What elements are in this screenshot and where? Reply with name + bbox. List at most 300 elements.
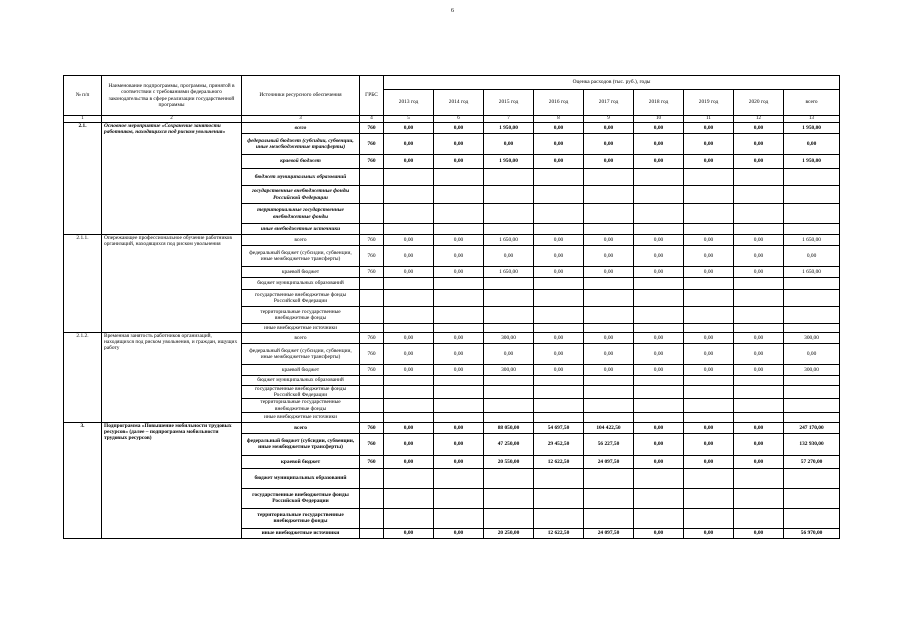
- item-number: 2.1.1.: [64, 235, 102, 333]
- funding-source: краевой бюджет: [242, 365, 360, 376]
- amount-cell: [484, 376, 534, 386]
- amount-cell: 0,00: [584, 365, 634, 376]
- amount-cell: [434, 399, 484, 412]
- amount-cell: 0,00: [384, 246, 434, 267]
- amount-cell: [634, 307, 684, 324]
- amount-cell: [534, 186, 584, 204]
- amount-cell: 0,00: [634, 333, 684, 344]
- amount-cell: 0,00: [684, 528, 734, 538]
- amount-cell: [584, 290, 634, 307]
- amount-cell: [784, 169, 840, 186]
- amount-cell: 0,00: [434, 333, 484, 344]
- amount-cell: [384, 290, 434, 307]
- amount-cell: 12 622,50: [534, 528, 584, 538]
- amount-cell: [634, 468, 684, 488]
- amount-cell: 300,00: [784, 365, 840, 376]
- amount-cell: 0,00: [534, 365, 584, 376]
- amount-cell: [584, 412, 634, 422]
- amount-cell: 0,00: [534, 235, 584, 246]
- amount-cell: 54 697,50: [534, 422, 584, 433]
- amount-cell: 0,00: [684, 422, 734, 433]
- amount-cell: 0,00: [434, 344, 484, 365]
- amount-cell: [534, 508, 584, 528]
- amount-cell: [784, 376, 840, 386]
- amount-cell: [584, 204, 634, 224]
- funding-source: федеральный бюджет (субсидии, субвенции, иные межбюджетные трансферты): [242, 246, 360, 267]
- column-number: 9: [584, 116, 634, 123]
- column-number: 12: [734, 116, 784, 123]
- grbs-code: [360, 324, 384, 333]
- funding-source: территориальные государственные внебюджетные фонды: [242, 307, 360, 324]
- amount-cell: [784, 290, 840, 307]
- amount-cell: 0,00: [784, 134, 840, 155]
- amount-cell: 0,00: [434, 246, 484, 267]
- amount-cell: 0,00: [634, 365, 684, 376]
- grbs-code: 760: [360, 333, 384, 344]
- amount-cell: [634, 376, 684, 386]
- grbs-code: [360, 169, 384, 186]
- amount-cell: 0,00: [684, 433, 734, 455]
- amount-cell: 0,00: [534, 267, 584, 278]
- amount-cell: [634, 278, 684, 290]
- header-year: 2015 год: [484, 90, 534, 116]
- amount-cell: 300,00: [484, 365, 534, 376]
- amount-cell: [484, 169, 534, 186]
- amount-cell: 47 250,00: [484, 433, 534, 455]
- amount-cell: [734, 468, 784, 488]
- grbs-code: [360, 290, 384, 307]
- header-year: 2013 год: [384, 90, 434, 116]
- amount-cell: 0,00: [684, 123, 734, 134]
- amount-cell: 0,00: [534, 134, 584, 155]
- grbs-code: 760: [360, 134, 384, 155]
- header-year: 2016 год: [534, 90, 584, 116]
- amount-cell: [434, 488, 484, 508]
- grbs-code: [360, 307, 384, 324]
- amount-cell: 0,00: [584, 134, 634, 155]
- amount-cell: [584, 186, 634, 204]
- amount-cell: [684, 278, 734, 290]
- amount-cell: 0,00: [784, 344, 840, 365]
- amount-cell: 0,00: [384, 344, 434, 365]
- amount-cell: [384, 307, 434, 324]
- amount-cell: [634, 204, 684, 224]
- amount-cell: 0,00: [734, 422, 784, 433]
- amount-cell: [634, 224, 684, 235]
- amount-cell: 300,00: [484, 333, 534, 344]
- amount-cell: 20 550,00: [484, 455, 534, 468]
- amount-cell: [784, 386, 840, 399]
- funding-source: иные внебюджетные источники: [242, 224, 360, 235]
- amount-cell: 0,00: [584, 333, 634, 344]
- amount-cell: 0,00: [584, 235, 634, 246]
- funding-source: бюджет муниципальных образований: [242, 169, 360, 186]
- amount-cell: [484, 468, 534, 488]
- amount-cell: [534, 278, 584, 290]
- grbs-code: 760: [360, 344, 384, 365]
- amount-cell: [684, 204, 734, 224]
- funding-source: бюджет муниципальных образований: [242, 376, 360, 386]
- amount-cell: [534, 488, 584, 508]
- amount-cell: 20 250,00: [484, 528, 534, 538]
- amount-cell: 56 227,50: [584, 433, 634, 455]
- amount-cell: [584, 488, 634, 508]
- amount-cell: [634, 169, 684, 186]
- amount-cell: 88 050,00: [484, 422, 534, 433]
- amount-cell: [784, 278, 840, 290]
- amount-cell: [534, 324, 584, 333]
- amount-cell: [484, 386, 534, 399]
- amount-cell: 56 970,00: [784, 528, 840, 538]
- column-number: 13: [784, 116, 840, 123]
- amount-cell: [684, 307, 734, 324]
- column-number: 11: [684, 116, 734, 123]
- funding-source: краевой бюджет: [242, 155, 360, 169]
- amount-cell: [684, 412, 734, 422]
- column-number: 1: [64, 116, 102, 123]
- amount-cell: 0,00: [534, 155, 584, 169]
- page-number: 6: [451, 8, 454, 14]
- item-name: Временная занятость работников организаций, находящихся под риском увольнения, и граждан, ищущих работу: [102, 333, 242, 423]
- item-name: Подпрограмма «Повышение мобильности трудовых ресурсов» (далее – подпрограмма мобильности трудовых ресурсов): [102, 422, 242, 538]
- amount-cell: [584, 386, 634, 399]
- amount-cell: [784, 324, 840, 333]
- amount-cell: 1 950,00: [784, 123, 840, 134]
- amount-cell: [534, 376, 584, 386]
- amount-cell: [384, 488, 434, 508]
- amount-cell: 0,00: [634, 246, 684, 267]
- amount-cell: [484, 324, 534, 333]
- amount-cell: [384, 278, 434, 290]
- amount-cell: [434, 508, 484, 528]
- amount-cell: [484, 412, 534, 422]
- amount-cell: [734, 412, 784, 422]
- amount-cell: 0,00: [434, 455, 484, 468]
- amount-cell: [384, 324, 434, 333]
- amount-cell: [634, 186, 684, 204]
- amount-cell: [484, 204, 534, 224]
- column-number: 2: [102, 116, 242, 123]
- amount-cell: [384, 412, 434, 422]
- grbs-code: [360, 528, 384, 538]
- amount-cell: [734, 224, 784, 235]
- amount-cell: 1 650,00: [784, 235, 840, 246]
- amount-cell: [434, 412, 484, 422]
- amount-cell: 0,00: [384, 422, 434, 433]
- grbs-code: [360, 508, 384, 528]
- amount-cell: [584, 399, 634, 412]
- grbs-code: 760: [360, 155, 384, 169]
- amount-cell: 1 650,00: [784, 267, 840, 278]
- amount-cell: [784, 412, 840, 422]
- amount-cell: [584, 376, 634, 386]
- amount-cell: [434, 278, 484, 290]
- column-number: 10: [634, 116, 684, 123]
- header-year: 2018 год: [634, 90, 684, 116]
- amount-cell: [634, 386, 684, 399]
- amount-cell: 0,00: [384, 455, 434, 468]
- amount-cell: [384, 224, 434, 235]
- amount-cell: 0,00: [384, 528, 434, 538]
- amount-cell: [634, 508, 684, 528]
- amount-cell: 0,00: [734, 433, 784, 455]
- grbs-code: [360, 376, 384, 386]
- amount-cell: [684, 488, 734, 508]
- amount-cell: [384, 468, 434, 488]
- amount-cell: [734, 376, 784, 386]
- funding-source: федеральный бюджет (субсидии, субвенции, иные межбюджетные трансферты): [242, 433, 360, 455]
- amount-cell: 0,00: [384, 123, 434, 134]
- amount-cell: 0,00: [634, 528, 684, 538]
- amount-cell: 0,00: [384, 155, 434, 169]
- header-grbs: ГРБС: [360, 76, 384, 116]
- amount-cell: [684, 186, 734, 204]
- amount-cell: 0,00: [634, 422, 684, 433]
- amount-cell: [534, 386, 584, 399]
- grbs-code: 760: [360, 365, 384, 376]
- amount-cell: [584, 307, 634, 324]
- amount-cell: 132 930,00: [784, 433, 840, 455]
- amount-cell: [584, 508, 634, 528]
- amount-cell: [534, 412, 584, 422]
- amount-cell: 0,00: [734, 455, 784, 468]
- amount-cell: [534, 169, 584, 186]
- amount-cell: [684, 468, 734, 488]
- amount-cell: 0,00: [734, 246, 784, 267]
- amount-cell: [484, 307, 534, 324]
- amount-cell: [434, 169, 484, 186]
- amount-cell: 0,00: [384, 235, 434, 246]
- amount-cell: [734, 324, 784, 333]
- amount-cell: 0,00: [634, 344, 684, 365]
- amount-cell: 0,00: [434, 422, 484, 433]
- budget-table: [63, 75, 840, 539]
- amount-cell: [534, 204, 584, 224]
- amount-cell: 0,00: [684, 365, 734, 376]
- column-number: 7: [484, 116, 534, 123]
- header-year: 2019 год: [684, 90, 734, 116]
- amount-cell: 0,00: [684, 155, 734, 169]
- amount-cell: 0,00: [684, 333, 734, 344]
- funding-source: всего: [242, 123, 360, 134]
- amount-cell: 0,00: [634, 433, 684, 455]
- header-no: № п/п: [64, 76, 102, 116]
- amount-cell: 1 950,00: [784, 155, 840, 169]
- amount-cell: [384, 399, 434, 412]
- column-number: 6: [434, 116, 484, 123]
- amount-cell: 0,00: [434, 365, 484, 376]
- amount-cell: 104 422,50: [584, 422, 634, 433]
- funding-source: государственные внебюджетные фонды Российской Федерации: [242, 386, 360, 399]
- amount-cell: 0,00: [684, 246, 734, 267]
- column-number: 8: [534, 116, 584, 123]
- funding-source: краевой бюджет: [242, 267, 360, 278]
- amount-cell: [784, 224, 840, 235]
- table-row: [64, 333, 840, 344]
- table-row: [64, 123, 840, 134]
- header-year: 2014 год: [434, 90, 484, 116]
- amount-cell: [384, 186, 434, 204]
- amount-cell: 0,00: [484, 344, 534, 365]
- amount-cell: [484, 290, 534, 307]
- amount-cell: 0,00: [634, 235, 684, 246]
- amount-cell: 24 097,50: [584, 528, 634, 538]
- amount-cell: 300,00: [784, 333, 840, 344]
- amount-cell: 0,00: [684, 455, 734, 468]
- amount-cell: 0,00: [634, 455, 684, 468]
- amount-cell: 0,00: [734, 155, 784, 169]
- amount-cell: 0,00: [384, 134, 434, 155]
- amount-cell: [784, 186, 840, 204]
- amount-cell: [734, 186, 784, 204]
- grbs-code: [360, 399, 384, 412]
- amount-cell: [384, 508, 434, 528]
- amount-cell: [634, 290, 684, 307]
- amount-cell: [484, 278, 534, 290]
- amount-cell: [734, 307, 784, 324]
- amount-cell: [534, 290, 584, 307]
- funding-source: территориальные государственные внебюджетные фонды: [242, 204, 360, 224]
- amount-cell: 0,00: [584, 123, 634, 134]
- amount-cell: 57 270,00: [784, 455, 840, 468]
- amount-cell: [784, 468, 840, 488]
- amount-cell: [634, 399, 684, 412]
- amount-cell: [434, 307, 484, 324]
- amount-cell: [734, 386, 784, 399]
- amount-cell: 0,00: [434, 155, 484, 169]
- amount-cell: [684, 399, 734, 412]
- amount-cell: [484, 399, 534, 412]
- amount-cell: 0,00: [734, 123, 784, 134]
- amount-cell: [384, 169, 434, 186]
- funding-source: бюджет муниципальных образований: [242, 468, 360, 488]
- amount-cell: 0,00: [434, 267, 484, 278]
- funding-source: территориальные государственные внебюджетные фонды: [242, 508, 360, 528]
- amount-cell: [584, 468, 634, 488]
- grbs-code: 760: [360, 246, 384, 267]
- amount-cell: 0,00: [484, 134, 534, 155]
- amount-cell: 0,00: [534, 344, 584, 365]
- amount-cell: 0,00: [584, 267, 634, 278]
- amount-cell: 0,00: [384, 333, 434, 344]
- funding-source: всего: [242, 235, 360, 246]
- amount-cell: [434, 224, 484, 235]
- amount-cell: 0,00: [784, 246, 840, 267]
- grbs-code: 760: [360, 123, 384, 134]
- amount-cell: [784, 307, 840, 324]
- amount-cell: 0,00: [634, 267, 684, 278]
- amount-cell: 24 097,50: [584, 455, 634, 468]
- amount-cell: [534, 468, 584, 488]
- amount-cell: [434, 204, 484, 224]
- funding-source: государственные внебюджетные фонды Российской Федерации: [242, 186, 360, 204]
- amount-cell: 1 950,00: [484, 123, 534, 134]
- amount-cell: [634, 488, 684, 508]
- amount-cell: 0,00: [734, 528, 784, 538]
- amount-cell: [784, 488, 840, 508]
- amount-cell: [684, 169, 734, 186]
- table-row: [64, 235, 840, 246]
- amount-cell: [734, 488, 784, 508]
- amount-cell: [434, 468, 484, 488]
- amount-cell: 0,00: [634, 134, 684, 155]
- funding-source: федеральный бюджет (субсидии, субвенции, иные межбюджетные трансферты): [242, 344, 360, 365]
- amount-cell: 1 650,00: [484, 235, 534, 246]
- amount-cell: [584, 324, 634, 333]
- amount-cell: [734, 204, 784, 224]
- amount-cell: 247 170,00: [784, 422, 840, 433]
- amount-cell: 0,00: [634, 123, 684, 134]
- amount-cell: [784, 508, 840, 528]
- amount-cell: [484, 224, 534, 235]
- column-number: 4: [360, 116, 384, 123]
- amount-cell: 0,00: [534, 246, 584, 267]
- funding-source: территориальные государственные внебюджетные фонды: [242, 399, 360, 412]
- amount-cell: [584, 169, 634, 186]
- amount-cell: [484, 186, 534, 204]
- amount-cell: [384, 386, 434, 399]
- column-number: 3: [242, 116, 360, 123]
- amount-cell: 0,00: [684, 344, 734, 365]
- funding-source: краевой бюджет: [242, 455, 360, 468]
- header-source: Источники ресурсного обеспечения: [242, 76, 360, 116]
- amount-cell: [684, 224, 734, 235]
- funding-source: иные внебюджетные источники: [242, 412, 360, 422]
- amount-cell: [684, 376, 734, 386]
- amount-cell: [434, 386, 484, 399]
- item-name: Опережающее профессиональное обучение работников организаций, находящихся под риском увольнения: [102, 235, 242, 333]
- header-name: Наименование подпрограммы, программы, принятой в соответствии с требованиями федерального законодательства в сфере реализации государственной программы: [102, 76, 242, 116]
- amount-cell: 1 950,00: [484, 155, 534, 169]
- amount-cell: [784, 204, 840, 224]
- amount-cell: [534, 399, 584, 412]
- funding-source: бюджет муниципальных образований: [242, 278, 360, 290]
- amount-cell: [384, 376, 434, 386]
- funding-source: всего: [242, 333, 360, 344]
- amount-cell: 0,00: [384, 267, 434, 278]
- funding-source: государственные внебюджетные фонды Российской Федерации: [242, 290, 360, 307]
- table-row: [64, 422, 840, 433]
- amount-cell: 0,00: [734, 344, 784, 365]
- grbs-code: [360, 386, 384, 399]
- amount-cell: [734, 290, 784, 307]
- amount-cell: 0,00: [384, 365, 434, 376]
- grbs-code: [360, 468, 384, 488]
- amount-cell: 12 622,50: [534, 455, 584, 468]
- amount-cell: [734, 169, 784, 186]
- item-number: 2.1.2.: [64, 333, 102, 423]
- amount-cell: [634, 324, 684, 333]
- amount-cell: [434, 376, 484, 386]
- amount-cell: [584, 224, 634, 235]
- amount-cell: [484, 508, 534, 528]
- amount-cell: 0,00: [734, 365, 784, 376]
- amount-cell: 0,00: [684, 134, 734, 155]
- header-year: всего: [784, 90, 840, 116]
- item-number: 3.: [64, 422, 102, 538]
- grbs-code: [360, 204, 384, 224]
- header-year: 2017 год: [584, 90, 634, 116]
- amount-cell: [434, 186, 484, 204]
- amount-cell: [734, 508, 784, 528]
- amount-cell: 0,00: [584, 246, 634, 267]
- item-number: 2.1.: [64, 123, 102, 235]
- amount-cell: 0,00: [634, 155, 684, 169]
- amount-cell: [734, 278, 784, 290]
- grbs-code: 760: [360, 455, 384, 468]
- amount-cell: 0,00: [434, 528, 484, 538]
- amount-cell: 0,00: [534, 123, 584, 134]
